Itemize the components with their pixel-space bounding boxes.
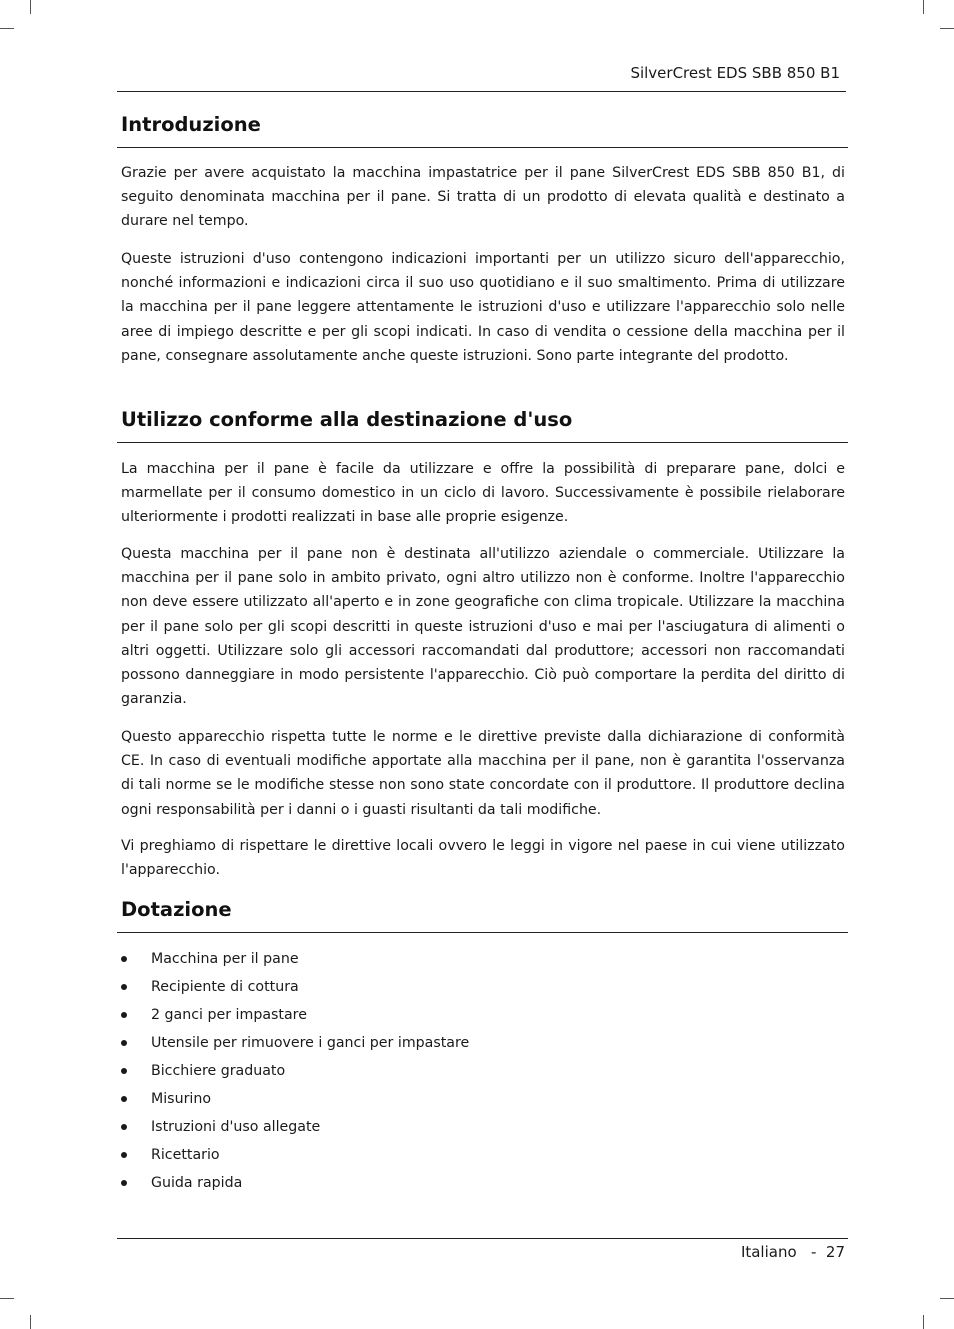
paragraph: La macchina per il pane è facile da utilizzare e offre la possibilità di preparare pane, dolci e marmellate per il consumo domestico in un ciclo di lavoro. Successivamente è possibile rielaborare ulteriormente i prodotti realizzati in base alle proprie esigenze. [121, 461, 845, 526]
list-item: Bicchiere graduato [121, 1059, 469, 1087]
list-item: Guida rapida [121, 1171, 469, 1199]
section-rule [117, 932, 848, 933]
list-item: Misurino [121, 1087, 469, 1115]
crop-mark [30, 1315, 31, 1329]
section-rule [117, 147, 848, 148]
list-item: 2 ganci per impastare [121, 1003, 469, 1031]
paragraph: Vi preghiamo di rispettare le direttive locali ovvero le leggi in vigore nel paese in cui viene utilizzato l'apparecchio. [121, 838, 845, 879]
page-footer: Italiano - 27 [740, 1243, 845, 1261]
list-item: Istruzioni d'uso allegate [121, 1115, 469, 1143]
crop-mark [0, 28, 14, 29]
crop-mark [940, 1298, 954, 1299]
crop-mark [923, 1315, 924, 1329]
list-item: Ricettario [121, 1143, 469, 1171]
header-rule [117, 91, 846, 92]
crop-mark [923, 0, 924, 14]
bullet-icon [121, 1152, 127, 1158]
paragraph: Grazie per avere acquistato la macchina impastatrice per il pane SilverCrest EDS SBB 850 B1, di seguito denominata macchina per il pane. Si tratta di un prodotto di elevata qualità e destinato a durare nel tempo. [121, 165, 845, 230]
footer-rule [117, 1238, 848, 1239]
crop-mark [0, 1298, 14, 1299]
bullet-icon [121, 1124, 127, 1130]
paragraph: Questo apparecchio rispetta tutte le norme e le direttive previste dalla dichiarazione di conformità CE. In caso di eventuali modifiche apportate alla macchina per il pane, non è garantita l'osservanza di tali norme se le modifiche stesse non sono state concordate con il produttore. Il produttore declina ogni responsabilità per i danni o i guasti risultanti da tali modifiche. [121, 729, 845, 818]
section-title-introduzione: Introduzione [121, 113, 261, 136]
paragraph: Queste istruzioni d'uso contengono indicazioni importanti per un utilizzo sicuro dell'apparecchio, nonché informazioni e indicazioni circa il suo uso quotidiano e il suo smaltimento. Prima di utilizzare la macchina per il pane leggere attentamente le istruzioni d'uso e utilizzare l'apparecchio solo nelle aree di impiego descritte e per gli scopi indicati. In caso di vendita o cessione della macchina per il pane, consegnare assolutamente anche queste istruzioni. Sono parte integrante del prodotto. [121, 251, 845, 364]
section-title-dotazione: Dotazione [121, 898, 232, 921]
list-item: Utensile per rimuovere i ganci per impastare [121, 1031, 469, 1059]
bullet-icon [121, 1012, 127, 1018]
bullet-icon [121, 1068, 127, 1074]
list-item: Macchina per il pane [121, 947, 469, 975]
paragraph: Questa macchina per il pane non è destinata all'utilizzo aziendale o commerciale. Utilizzare la macchina per il pane solo in ambito privato, ogni altro utilizzo non è conforme. Inoltre l'apparecchio non deve essere utilizzato all'aperto e in zone geografiche con clima tropicale. Utilizzare la macchina per il pane solo per gli scopi descritti in queste istruzioni d'uso e mai per l'asciugatura di alimenti o altri oggetti. Utilizzare solo gli accessori raccomandati dal produttore; accessori non raccomandati possono danneggiare in modo persistente l'apparecchio. Ciò può comportare la perdita del diritto di garanzia. [121, 546, 845, 708]
bullet-icon [121, 956, 127, 962]
section-rule [117, 442, 848, 443]
bullet-icon [121, 1040, 127, 1046]
bullet-icon [121, 1180, 127, 1186]
list-item: Recipiente di cottura [121, 975, 469, 1003]
bullet-icon [121, 984, 127, 990]
contents-list [121, 947, 469, 1199]
crop-mark [940, 28, 954, 29]
crop-mark [30, 0, 31, 14]
page-header-title: SilverCrest EDS SBB 850 B1 [630, 64, 840, 82]
section-title-utilizzo: Utilizzo conforme alla destinazione d'uso [121, 408, 573, 431]
bullet-icon [121, 1096, 127, 1102]
